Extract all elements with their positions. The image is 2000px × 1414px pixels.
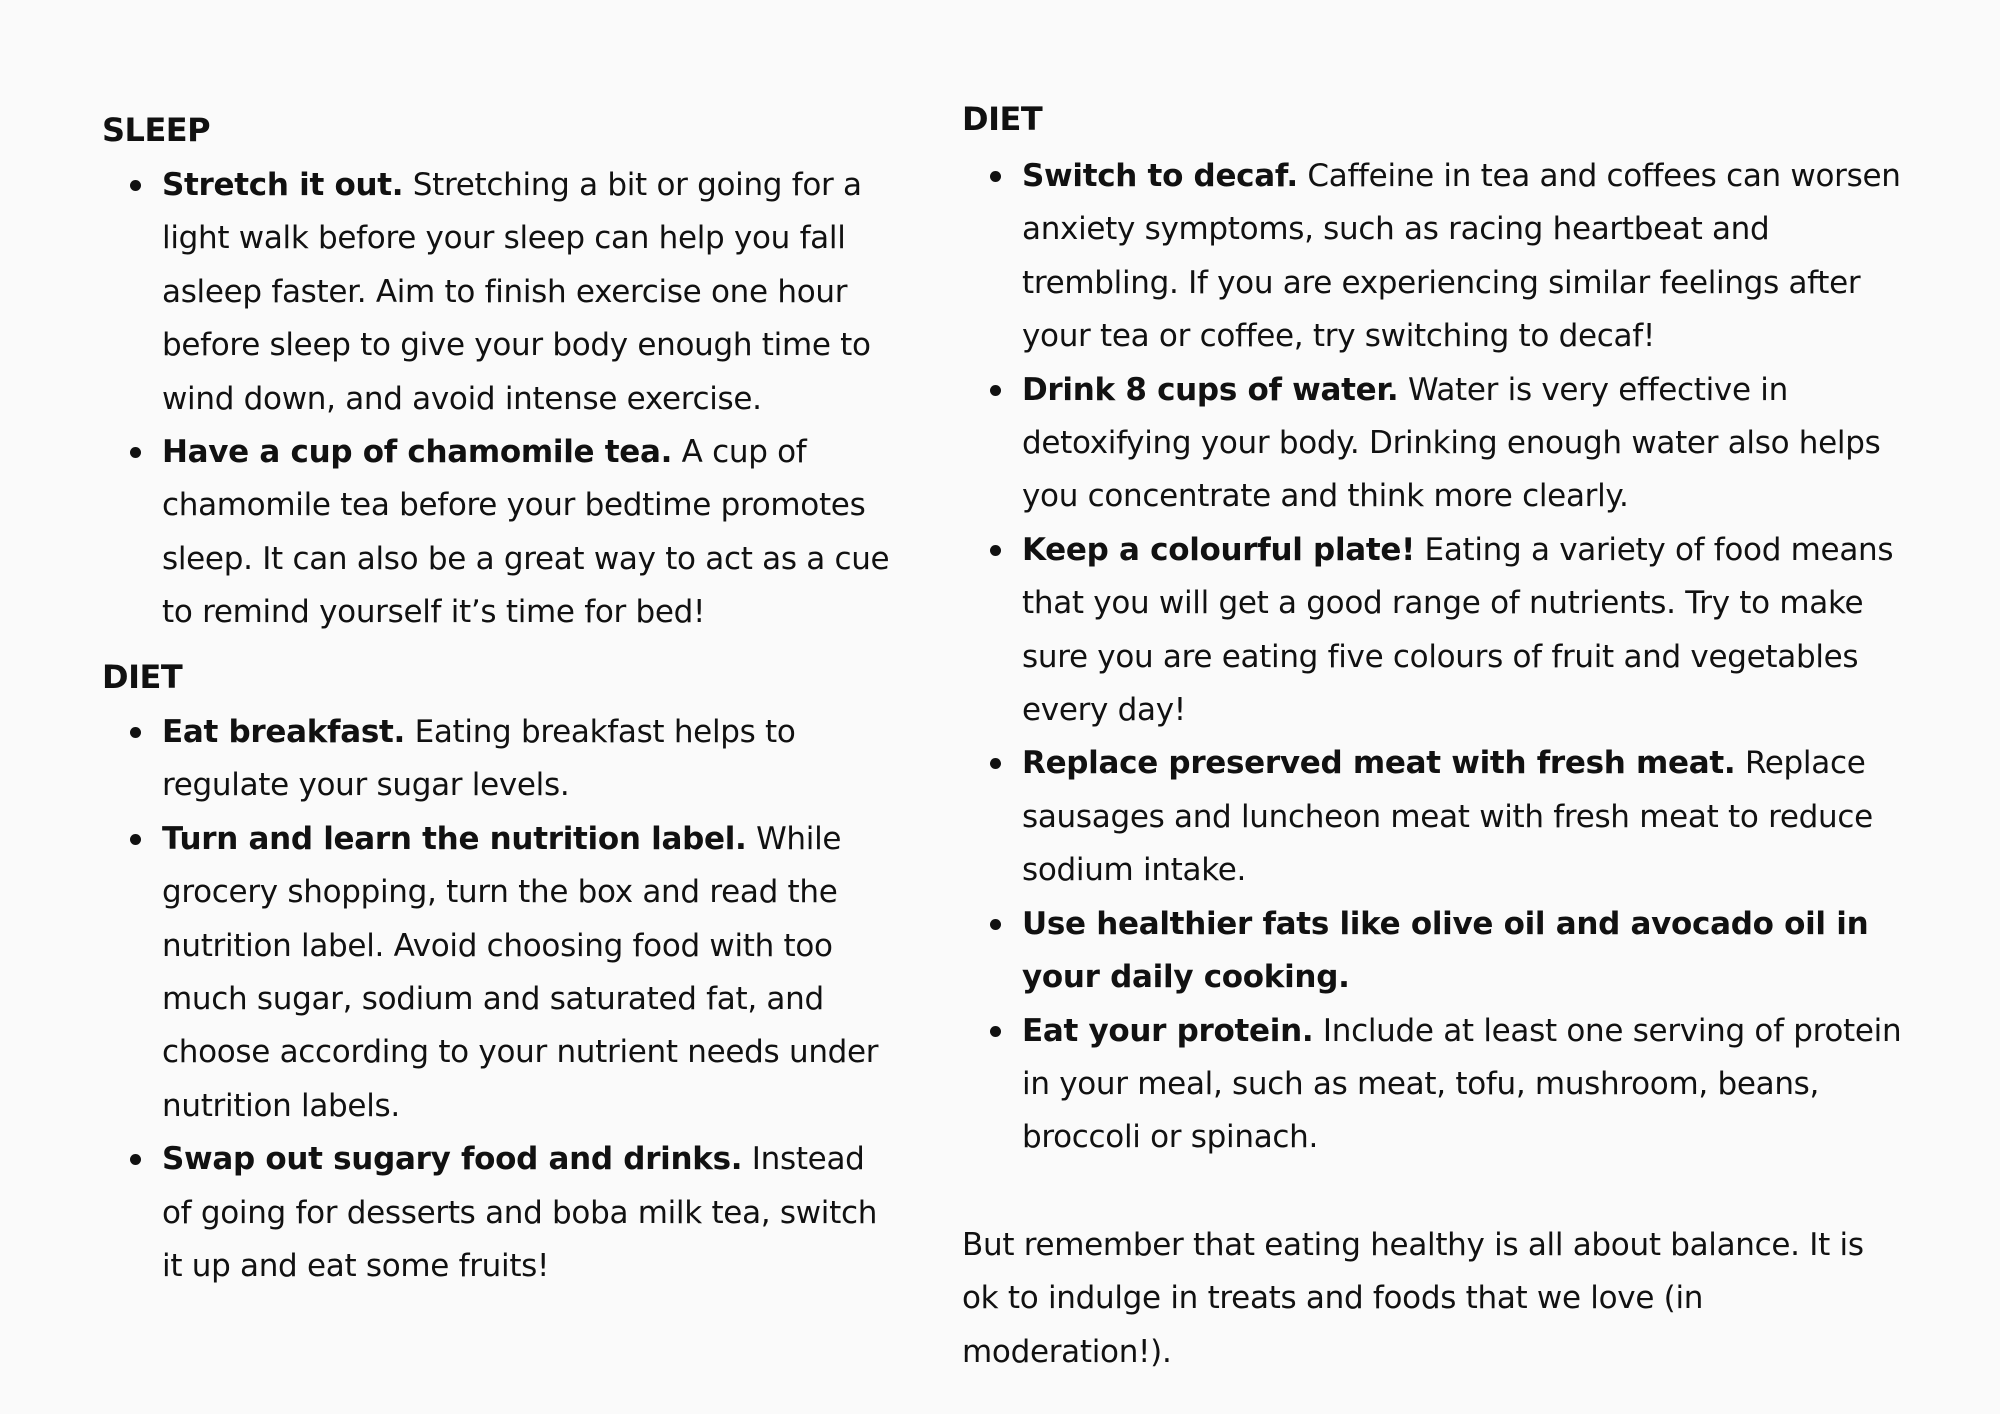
tip-title: Keep a colourful plate! <box>1022 531 1415 568</box>
tip-title: Use healthier fats like olive oil and avocado oil in your daily cooking. <box>1022 905 1869 996</box>
tip-title: Switch to decaf. <box>1022 158 1298 194</box>
list-item-stretch <box>162 159 902 426</box>
tip-text: A cup of chamomile tea before your bedtime promotes sleep. It can also be a great way to act as a cue to remind yourself it’s time for bed! <box>162 434 890 631</box>
diet-tips-list-right <box>962 150 1902 1165</box>
tip-title: Swap out sugary food and drinks. <box>162 1141 743 1178</box>
sleep-tips-list <box>102 159 902 640</box>
list-item-breakfast <box>162 706 902 813</box>
list-item-chamomile <box>162 426 902 640</box>
diet-heading-left: DIET <box>102 658 183 696</box>
tip-title: Eat breakfast. <box>162 714 405 750</box>
tip-text: Replace sausages and luncheon meat with fresh meat to reduce sodium intake. <box>1022 745 1873 889</box>
tip-text: Eating breakfast helps to regulate your sugar levels. <box>162 714 796 804</box>
tip-title: Drink 8 cups of water. <box>1022 371 1399 408</box>
list-item-healthier-fats <box>1022 898 1902 1005</box>
list-item-fresh-meat <box>1022 737 1902 897</box>
sleep-heading: SLEEP <box>102 111 211 149</box>
tip-text: Stretching a bit or going for a light walk before your sleep can help you fall asleep faster. Aim to finish exercise one hour before sleep to give your body enough time to wind down, and avoid intense exercise. <box>162 167 871 417</box>
tip-title: Have a cup of chamomile tea. <box>162 434 673 471</box>
closing-paragraph: But remember that eating healthy is all about balance. It is ok to indulge in treats and foods that we love (in moderation!). <box>962 1227 1864 1370</box>
diet-tips-list-left <box>102 706 902 1293</box>
list-item-water <box>1022 364 1902 524</box>
list-item-colourful-plate <box>1022 524 1902 738</box>
tip-title: Eat your protein. <box>1022 1012 1314 1049</box>
tip-text: Instead of going for desserts and boba milk tea, switch it up and eat some fruits! <box>162 1141 878 1285</box>
tip-title: Stretch it out. <box>162 167 404 203</box>
tip-text: Caffeine in tea and coffees can worsen anxiety symptoms, such as racing heartbeat and trembling. If you are experiencing similar feelings after your tea or coffee, try switching to decaf! <box>1022 158 1901 355</box>
list-item-sugary-food <box>162 1133 902 1293</box>
list-item-decaf <box>1022 150 1902 364</box>
list-item-nutrition-label <box>162 813 902 1133</box>
tip-text: Include at least one serving of protein in your meal, such as meat, tofu, mushroom, beans, broccoli or spinach. <box>1022 1012 1902 1156</box>
tip-text: Water is very effective in detoxifying your body. Drinking enough water also helps you concentrate and think more clearly. <box>1022 371 1881 515</box>
tip-title: Turn and learn the nutrition label. <box>162 820 747 857</box>
list-item-protein <box>1022 1005 1902 1165</box>
tip-text: While grocery shopping, turn the box and read the nutrition label. Avoid choosing food with too much sugar, sodium and saturated fat, and choose according to your nutrient needs under nutrition labels. <box>162 820 879 1124</box>
tip-text: Eating a variety of food means that you will get a good range of nutrients. Try to make sure you are eating five colours of fruit and vegetables every day! <box>1022 531 1894 729</box>
diet-heading-right: DIET <box>962 100 1043 138</box>
tip-title: Replace preserved meat with fresh meat. <box>1022 745 1736 782</box>
